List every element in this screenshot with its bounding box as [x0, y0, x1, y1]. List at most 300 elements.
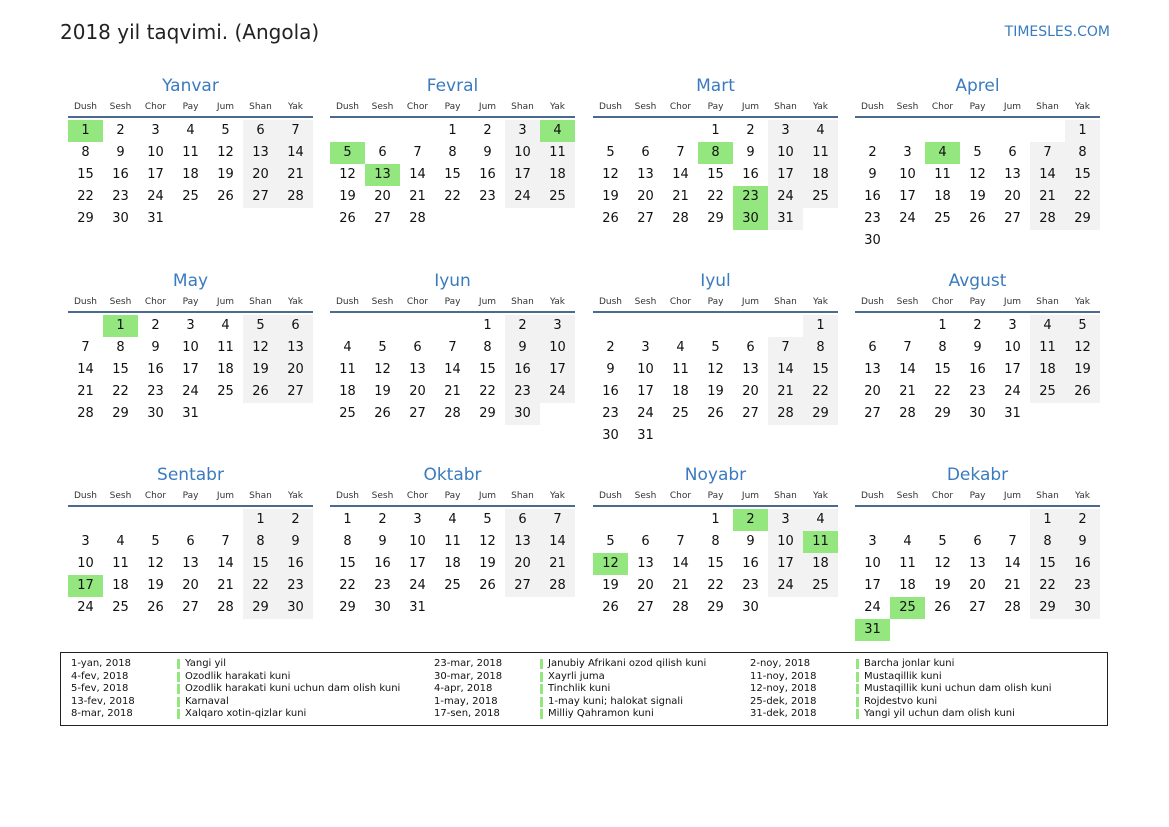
day-cell[interactable]: 19 [374, 384, 391, 399]
day-cell[interactable]: 12 [707, 362, 724, 377]
day-cell[interactable]: 21 [77, 384, 94, 399]
holiday-day-cell[interactable]: 13 [365, 164, 400, 186]
day-cell[interactable]: 2 [505, 315, 540, 337]
day-cell[interactable]: 26 [374, 406, 391, 421]
day-cell[interactable]: 15 [1065, 164, 1100, 186]
day-cell[interactable]: 28 [672, 211, 689, 226]
day-cell[interactable]: 17 [540, 359, 575, 381]
day-cell[interactable]: 7 [540, 509, 575, 531]
day-cell[interactable]: 21 [672, 189, 689, 204]
day-cell[interactable]: 4 [186, 123, 195, 138]
holiday-day-cell[interactable]: 8 [698, 142, 733, 164]
day-cell[interactable]: 16 [147, 362, 164, 377]
day-cell[interactable]: 11 [899, 556, 916, 571]
day-cell[interactable]: 25 [217, 384, 234, 399]
day-cell[interactable]: 8 [1065, 142, 1100, 164]
day-cell[interactable]: 2 [606, 340, 615, 355]
day-cell[interactable]: 8 [243, 531, 278, 553]
day-cell[interactable]: 30 [278, 597, 313, 619]
day-cell[interactable]: 5 [606, 145, 615, 160]
holiday-day-cell[interactable]: 17 [68, 575, 103, 597]
day-cell[interactable]: 12 [339, 167, 356, 182]
day-cell[interactable]: 30 [864, 233, 881, 248]
day-cell[interactable]: 19 [602, 189, 619, 204]
day-cell[interactable]: 20 [742, 384, 759, 399]
day-cell[interactable]: 11 [540, 142, 575, 164]
day-cell[interactable]: 26 [243, 381, 278, 403]
day-cell[interactable]: 24 [77, 600, 94, 615]
day-cell[interactable]: 27 [409, 406, 426, 421]
day-cell[interactable]: 23 [479, 189, 496, 204]
holiday-day-cell[interactable]: 4 [925, 142, 960, 164]
holiday-day-cell[interactable]: 23 [733, 186, 768, 208]
day-cell[interactable]: 26 [147, 600, 164, 615]
day-cell[interactable]: 23 [969, 384, 986, 399]
day-cell[interactable]: 10 [768, 531, 803, 553]
day-cell[interactable]: 26 [602, 211, 619, 226]
day-cell[interactable]: 21 [540, 553, 575, 575]
day-cell[interactable]: 15 [707, 556, 724, 571]
day-cell[interactable]: 13 [1004, 167, 1021, 182]
day-cell[interactable]: 5 [1065, 315, 1100, 337]
day-cell[interactable]: 17 [899, 189, 916, 204]
day-cell[interactable]: 9 [483, 145, 492, 160]
day-cell[interactable]: 6 [413, 340, 422, 355]
day-cell[interactable]: 31 [768, 208, 803, 230]
day-cell[interactable]: 29 [934, 406, 951, 421]
day-cell[interactable]: 20 [374, 189, 391, 204]
day-cell[interactable]: 8 [116, 340, 125, 355]
day-cell[interactable]: 11 [112, 556, 129, 571]
day-cell[interactable]: 3 [903, 145, 912, 160]
day-cell[interactable]: 22 [707, 189, 724, 204]
day-cell[interactable]: 20 [864, 384, 881, 399]
day-cell[interactable]: 16 [742, 167, 759, 182]
day-cell[interactable]: 21 [899, 384, 916, 399]
day-cell[interactable]: 1 [1030, 509, 1065, 531]
day-cell[interactable]: 24 [768, 186, 803, 208]
day-cell[interactable]: 2 [116, 123, 125, 138]
day-cell[interactable]: 7 [903, 340, 912, 355]
day-cell[interactable]: 22 [112, 384, 129, 399]
day-cell[interactable]: 15 [77, 167, 94, 182]
day-cell[interactable]: 2 [278, 509, 313, 531]
day-cell[interactable]: 25 [182, 189, 199, 204]
day-cell[interactable]: 18 [803, 553, 838, 575]
day-cell[interactable]: 7 [448, 340, 457, 355]
day-cell[interactable]: 9 [868, 167, 877, 182]
day-cell[interactable]: 11 [934, 167, 951, 182]
day-cell[interactable]: 28 [444, 406, 461, 421]
day-cell[interactable]: 16 [479, 167, 496, 182]
day-cell[interactable]: 15 [1030, 553, 1065, 575]
day-cell[interactable]: 6 [186, 534, 195, 549]
day-cell[interactable]: 20 [409, 384, 426, 399]
day-cell[interactable]: 10 [637, 362, 654, 377]
day-cell[interactable]: 30 [147, 406, 164, 421]
day-cell[interactable]: 21 [278, 164, 313, 186]
day-cell[interactable]: 14 [672, 556, 689, 571]
day-cell[interactable]: 29 [707, 600, 724, 615]
day-cell[interactable]: 26 [969, 211, 986, 226]
day-cell[interactable]: 18 [803, 164, 838, 186]
day-cell[interactable]: 7 [1030, 142, 1065, 164]
holiday-day-cell[interactable]: 31 [855, 619, 890, 641]
day-cell[interactable]: 29 [77, 211, 94, 226]
day-cell[interactable]: 27 [1004, 211, 1021, 226]
day-cell[interactable]: 19 [243, 359, 278, 381]
day-cell[interactable]: 31 [147, 211, 164, 226]
day-cell[interactable]: 5 [973, 145, 982, 160]
day-cell[interactable]: 4 [803, 120, 838, 142]
day-cell[interactable]: 16 [374, 556, 391, 571]
day-cell[interactable]: 9 [746, 145, 755, 160]
day-cell[interactable]: 19 [217, 167, 234, 182]
day-cell[interactable]: 3 [505, 120, 540, 142]
day-cell[interactable]: 23 [278, 575, 313, 597]
day-cell[interactable]: 13 [243, 142, 278, 164]
day-cell[interactable]: 30 [602, 428, 619, 443]
day-cell[interactable]: 6 [641, 534, 650, 549]
holiday-day-cell[interactable]: 30 [733, 208, 768, 230]
day-cell[interactable]: 15 [479, 362, 496, 377]
day-cell[interactable]: 17 [147, 167, 164, 182]
day-cell[interactable]: 5 [711, 340, 720, 355]
day-cell[interactable]: 12 [602, 167, 619, 182]
day-cell[interactable]: 28 [540, 575, 575, 597]
day-cell[interactable]: 1 [938, 318, 947, 333]
day-cell[interactable]: 25 [339, 406, 356, 421]
day-cell[interactable]: 18 [1030, 359, 1065, 381]
day-cell[interactable]: 13 [278, 337, 313, 359]
day-cell[interactable]: 10 [768, 142, 803, 164]
day-cell[interactable]: 28 [77, 406, 94, 421]
day-cell[interactable]: 16 [864, 189, 881, 204]
day-cell[interactable]: 31 [1004, 406, 1021, 421]
day-cell[interactable]: 30 [1065, 597, 1100, 619]
day-cell[interactable]: 1 [1065, 120, 1100, 142]
day-cell[interactable]: 1 [803, 315, 838, 337]
day-cell[interactable]: 18 [444, 556, 461, 571]
day-cell[interactable]: 9 [505, 337, 540, 359]
day-cell[interactable]: 10 [77, 556, 94, 571]
day-cell[interactable]: 6 [278, 315, 313, 337]
day-cell[interactable]: 19 [479, 556, 496, 571]
day-cell[interactable]: 17 [768, 553, 803, 575]
day-cell[interactable]: 19 [934, 578, 951, 593]
day-cell[interactable]: 29 [707, 211, 724, 226]
day-cell[interactable]: 4 [903, 534, 912, 549]
day-cell[interactable]: 6 [243, 120, 278, 142]
day-cell[interactable]: 18 [899, 578, 916, 593]
day-cell[interactable]: 3 [768, 120, 803, 142]
day-cell[interactable]: 8 [448, 145, 457, 160]
day-cell[interactable]: 11 [217, 340, 234, 355]
day-cell[interactable]: 9 [378, 534, 387, 549]
day-cell[interactable]: 5 [243, 315, 278, 337]
day-cell[interactable]: 19 [1065, 359, 1100, 381]
day-cell[interactable]: 26 [934, 600, 951, 615]
day-cell[interactable]: 11 [1030, 337, 1065, 359]
day-cell[interactable]: 24 [637, 406, 654, 421]
day-cell[interactable]: 24 [1004, 384, 1021, 399]
day-cell[interactable]: 30 [374, 600, 391, 615]
day-cell[interactable]: 23 [1065, 575, 1100, 597]
day-cell[interactable]: 6 [746, 340, 755, 355]
day-cell[interactable]: 26 [1065, 381, 1100, 403]
day-cell[interactable]: 8 [938, 340, 947, 355]
day-cell[interactable]: 28 [672, 600, 689, 615]
day-cell[interactable]: 24 [768, 575, 803, 597]
day-cell[interactable]: 26 [479, 578, 496, 593]
day-cell[interactable]: 22 [1030, 575, 1065, 597]
day-cell[interactable]: 14 [672, 167, 689, 182]
day-cell[interactable]: 10 [182, 340, 199, 355]
day-cell[interactable]: 23 [147, 384, 164, 399]
day-cell[interactable]: 4 [676, 340, 685, 355]
day-cell[interactable]: 13 [742, 362, 759, 377]
day-cell[interactable]: 4 [448, 512, 457, 527]
day-cell[interactable]: 25 [672, 406, 689, 421]
day-cell[interactable]: 11 [803, 142, 838, 164]
day-cell[interactable]: 15 [444, 167, 461, 182]
day-cell[interactable]: 12 [1065, 337, 1100, 359]
day-cell[interactable]: 13 [864, 362, 881, 377]
day-cell[interactable]: 18 [112, 578, 129, 593]
day-cell[interactable]: 2 [868, 145, 877, 160]
day-cell[interactable]: 22 [1065, 186, 1100, 208]
day-cell[interactable]: 29 [339, 600, 356, 615]
day-cell[interactable]: 4 [1030, 315, 1065, 337]
day-cell[interactable]: 4 [221, 318, 230, 333]
day-cell[interactable]: 20 [505, 553, 540, 575]
day-cell[interactable]: 3 [151, 123, 160, 138]
day-cell[interactable]: 28 [768, 403, 803, 425]
day-cell[interactable]: 6 [505, 509, 540, 531]
holiday-day-cell[interactable]: 1 [68, 120, 103, 142]
day-cell[interactable]: 16 [602, 384, 619, 399]
day-cell[interactable]: 23 [374, 578, 391, 593]
day-cell[interactable]: 25 [803, 186, 838, 208]
day-cell[interactable]: 22 [77, 189, 94, 204]
day-cell[interactable]: 29 [1065, 208, 1100, 230]
day-cell[interactable]: 25 [934, 211, 951, 226]
day-cell[interactable]: 12 [147, 556, 164, 571]
day-cell[interactable]: 14 [768, 359, 803, 381]
day-cell[interactable]: 23 [864, 211, 881, 226]
day-cell[interactable]: 12 [969, 167, 986, 182]
day-cell[interactable]: 2 [378, 512, 387, 527]
day-cell[interactable]: 15 [707, 167, 724, 182]
day-cell[interactable]: 28 [1004, 600, 1021, 615]
day-cell[interactable]: 27 [637, 211, 654, 226]
day-cell[interactable]: 10 [147, 145, 164, 160]
day-cell[interactable]: 3 [81, 534, 90, 549]
day-cell[interactable]: 16 [1065, 553, 1100, 575]
day-cell[interactable]: 19 [707, 384, 724, 399]
day-cell[interactable]: 14 [278, 142, 313, 164]
day-cell[interactable]: 13 [409, 362, 426, 377]
day-cell[interactable]: 1 [483, 318, 492, 333]
day-cell[interactable]: 8 [711, 534, 720, 549]
day-cell[interactable]: 19 [602, 578, 619, 593]
day-cell[interactable]: 17 [409, 556, 426, 571]
day-cell[interactable]: 11 [672, 362, 689, 377]
day-cell[interactable]: 7 [81, 340, 90, 355]
day-cell[interactable]: 21 [768, 381, 803, 403]
day-cell[interactable]: 3 [1008, 318, 1017, 333]
day-cell[interactable]: 22 [444, 189, 461, 204]
day-cell[interactable]: 4 [116, 534, 125, 549]
day-cell[interactable]: 4 [343, 340, 352, 355]
day-cell[interactable]: 20 [182, 578, 199, 593]
day-cell[interactable]: 29 [243, 597, 278, 619]
day-cell[interactable]: 12 [243, 337, 278, 359]
day-cell[interactable]: 24 [864, 600, 881, 615]
day-cell[interactable]: 21 [217, 578, 234, 593]
day-cell[interactable]: 6 [1008, 145, 1017, 160]
day-cell[interactable]: 23 [505, 381, 540, 403]
day-cell[interactable]: 23 [602, 406, 619, 421]
day-cell[interactable]: 5 [938, 534, 947, 549]
day-cell[interactable]: 2 [151, 318, 160, 333]
day-cell[interactable]: 20 [637, 189, 654, 204]
day-cell[interactable]: 28 [278, 186, 313, 208]
day-cell[interactable]: 25 [540, 186, 575, 208]
holiday-day-cell[interactable]: 11 [803, 531, 838, 553]
day-cell[interactable]: 25 [803, 575, 838, 597]
day-cell[interactable]: 31 [637, 428, 654, 443]
day-cell[interactable]: 3 [186, 318, 195, 333]
day-cell[interactable]: 20 [278, 359, 313, 381]
day-cell[interactable]: 30 [505, 403, 540, 425]
day-cell[interactable]: 24 [409, 578, 426, 593]
day-cell[interactable]: 24 [147, 189, 164, 204]
day-cell[interactable]: 23 [742, 578, 759, 593]
day-cell[interactable]: 18 [182, 167, 199, 182]
day-cell[interactable]: 14 [217, 556, 234, 571]
day-cell[interactable]: 13 [969, 556, 986, 571]
day-cell[interactable]: 14 [1004, 556, 1021, 571]
day-cell[interactable]: 27 [243, 186, 278, 208]
day-cell[interactable]: 25 [444, 578, 461, 593]
holiday-day-cell[interactable]: 5 [330, 142, 365, 164]
day-cell[interactable]: 2 [973, 318, 982, 333]
day-cell[interactable]: 7 [676, 145, 685, 160]
day-cell[interactable]: 10 [899, 167, 916, 182]
day-cell[interactable]: 22 [934, 384, 951, 399]
day-cell[interactable]: 26 [602, 600, 619, 615]
day-cell[interactable]: 20 [243, 164, 278, 186]
day-cell[interactable]: 10 [505, 142, 540, 164]
day-cell[interactable]: 29 [803, 403, 838, 425]
day-cell[interactable]: 2 [483, 123, 492, 138]
day-cell[interactable]: 13 [637, 167, 654, 182]
day-cell[interactable]: 21 [672, 578, 689, 593]
day-cell[interactable]: 15 [339, 556, 356, 571]
day-cell[interactable]: 27 [182, 600, 199, 615]
day-cell[interactable]: 28 [899, 406, 916, 421]
day-cell[interactable]: 9 [973, 340, 982, 355]
day-cell[interactable]: 16 [969, 362, 986, 377]
day-cell[interactable]: 31 [409, 600, 426, 615]
day-cell[interactable]: 4 [803, 509, 838, 531]
day-cell[interactable]: 15 [803, 359, 838, 381]
day-cell[interactable]: 7 [1008, 534, 1017, 549]
day-cell[interactable]: 14 [444, 362, 461, 377]
day-cell[interactable]: 3 [868, 534, 877, 549]
day-cell[interactable]: 22 [339, 578, 356, 593]
day-cell[interactable]: 9 [746, 534, 755, 549]
day-cell[interactable]: 18 [339, 384, 356, 399]
day-cell[interactable]: 14 [899, 362, 916, 377]
holiday-day-cell[interactable]: 1 [103, 315, 138, 337]
day-cell[interactable]: 19 [339, 189, 356, 204]
day-cell[interactable]: 26 [707, 406, 724, 421]
day-cell[interactable]: 19 [147, 578, 164, 593]
day-cell[interactable]: 14 [409, 167, 426, 182]
day-cell[interactable]: 22 [803, 381, 838, 403]
day-cell[interactable]: 21 [409, 189, 426, 204]
day-cell[interactable]: 27 [864, 406, 881, 421]
day-cell[interactable]: 7 [676, 534, 685, 549]
day-cell[interactable]: 29 [1030, 597, 1065, 619]
holiday-day-cell[interactable]: 25 [890, 597, 925, 619]
holiday-day-cell[interactable]: 2 [733, 509, 768, 531]
day-cell[interactable]: 29 [479, 406, 496, 421]
day-cell[interactable]: 20 [969, 578, 986, 593]
day-cell[interactable]: 31 [182, 406, 199, 421]
day-cell[interactable]: 2 [746, 123, 755, 138]
site-link[interactable]: TIMESLES.COM [1004, 24, 1110, 40]
day-cell[interactable]: 11 [339, 362, 356, 377]
day-cell[interactable]: 9 [116, 145, 125, 160]
day-cell[interactable]: 12 [374, 362, 391, 377]
day-cell[interactable]: 6 [641, 145, 650, 160]
day-cell[interactable]: 27 [742, 406, 759, 421]
day-cell[interactable]: 17 [864, 578, 881, 593]
day-cell[interactable]: 3 [641, 340, 650, 355]
day-cell[interactable]: 27 [278, 381, 313, 403]
day-cell[interactable]: 8 [1030, 531, 1065, 553]
day-cell[interactable]: 3 [768, 509, 803, 531]
day-cell[interactable]: 14 [77, 362, 94, 377]
day-cell[interactable]: 27 [374, 211, 391, 226]
day-cell[interactable]: 8 [803, 337, 838, 359]
day-cell[interactable]: 13 [637, 556, 654, 571]
day-cell[interactable]: 3 [540, 315, 575, 337]
day-cell[interactable]: 9 [1065, 531, 1100, 553]
day-cell[interactable]: 8 [343, 534, 352, 549]
day-cell[interactable]: 24 [182, 384, 199, 399]
day-cell[interactable]: 16 [742, 556, 759, 571]
day-cell[interactable]: 17 [1004, 362, 1021, 377]
day-cell[interactable]: 26 [339, 211, 356, 226]
day-cell[interactable]: 15 [934, 362, 951, 377]
day-cell[interactable]: 25 [1030, 381, 1065, 403]
day-cell[interactable]: 17 [768, 164, 803, 186]
day-cell[interactable]: 27 [969, 600, 986, 615]
day-cell[interactable]: 5 [606, 534, 615, 549]
day-cell[interactable]: 15 [243, 553, 278, 575]
day-cell[interactable]: 26 [217, 189, 234, 204]
day-cell[interactable]: 11 [182, 145, 199, 160]
day-cell[interactable]: 22 [707, 578, 724, 593]
day-cell[interactable]: 29 [112, 406, 129, 421]
day-cell[interactable]: 10 [1004, 340, 1021, 355]
day-cell[interactable]: 24 [505, 186, 540, 208]
day-cell[interactable]: 15 [112, 362, 129, 377]
